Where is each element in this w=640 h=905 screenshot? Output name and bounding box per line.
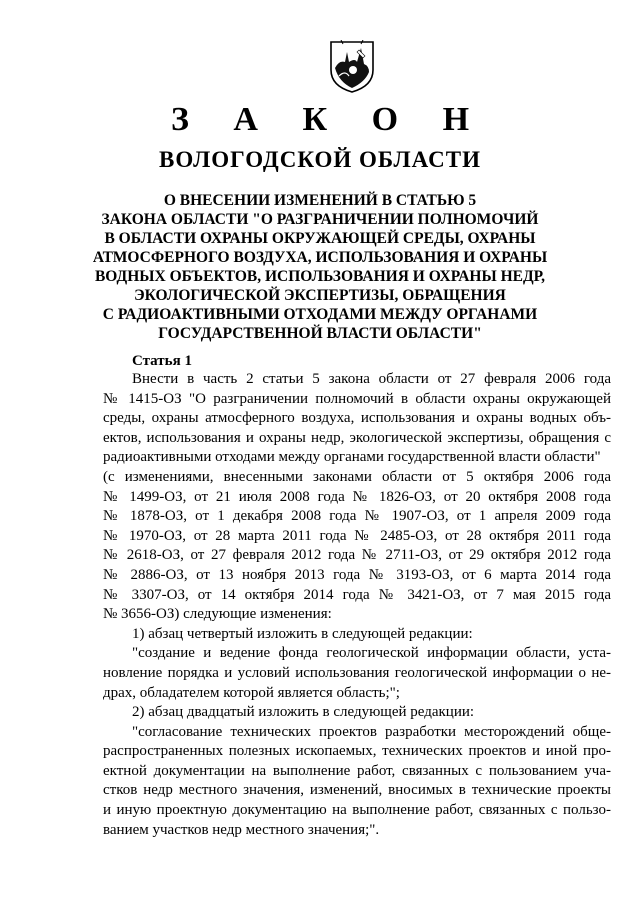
- body-line: среды, охраны атмосферного воздуха, использования и охраны водных объ-: [103, 410, 611, 427]
- subject-line: С РАДИОАКТИВНЫМИ ОТХОДАМИ МЕЖДУ ОРГАНАМИ: [102, 306, 538, 323]
- body-line: стков недр местного значения, изменений, вносимых в технические проекты: [103, 782, 611, 799]
- body-line: № 1415-ОЗ "О разграничении полномочий в области охраны окружающей: [103, 390, 611, 407]
- body-line: драх, обладателем которой является область;";: [103, 684, 400, 701]
- body-line: радиоактивными отходами между органами государственной власти области": [103, 449, 601, 466]
- body-line: ектной документации на выполнение работ, связанных с пользованием уча-: [103, 762, 611, 779]
- body-line: и иную проектную документацию на выполнение работ, связанных с пользо-: [103, 802, 611, 819]
- body-line: № 1970-ОЗ, от 28 марта 2011 года № 2485-ОЗ, от 28 октября 2011 года: [103, 527, 611, 544]
- article-body: [103, 370, 611, 840]
- body-line: 2) абзац двадцатый изложить в следующей редакции:: [132, 704, 475, 721]
- body-line: № 2886-ОЗ, от 13 ноября 2013 года № 3193-ОЗ, от 6 марта 2014 года: [103, 566, 611, 583]
- subject-line: ЭКОЛОГИЧЕСКОЙ ЭКСПЕРТИЗЫ, ОБРАЩЕНИЯ: [134, 287, 506, 304]
- article-heading: Статья 1: [132, 353, 192, 369]
- body-line: "создание и ведение фонда геологической информации области, уста-: [132, 645, 611, 662]
- body-line: 1) абзац четвертый изложить в следующей редакции:: [132, 625, 473, 642]
- subject-line: О ВНЕСЕНИИ ИЗМЕНЕНИЙ В СТАТЬЮ 5: [163, 192, 477, 209]
- body-line: № 2618-ОЗ, от 27 февраля 2012 года № 2711-ОЗ, от 29 октября 2012 года: [103, 547, 611, 564]
- body-line: № 1499-ОЗ, от 21 июля 2008 года № 1826-ОЗ, от 20 октября 2008 года: [103, 488, 611, 505]
- body-line: (с изменениями, внесенными законами области от 5 октября 2006 года: [103, 468, 611, 485]
- body-line: ектов, использования и охраны недр, экологической экспертизы, обращения с: [103, 429, 611, 446]
- body-line: ванием участков недр местного значения;".: [103, 821, 380, 838]
- subject-line: АТМОСФЕРНОГО ВОЗДУХА, ИСПОЛЬЗОВАНИЯ И ОХРАНЫ: [92, 249, 548, 266]
- subject-line: ГОСУДАРСТВЕННОЙ ВЛАСТИ ОБЛАСТИ": [158, 325, 482, 342]
- law-title: З А К О Н: [170, 101, 488, 138]
- subject-line: В ОБЛАСТИ ОХРАНЫ ОКРУЖАЮЩЕЙ СРЕДЫ, ОХРАНЫ: [104, 230, 536, 247]
- coat-of-arms-icon: [329, 40, 375, 94]
- body-line: новление порядка и условий использования геологической информации о не-: [103, 664, 611, 681]
- law-subject: [40, 191, 600, 343]
- body-line: № 1878-ОЗ, от 1 декабря 2008 года № 1907-ОЗ, от 1 апреля 2009 года: [103, 508, 611, 525]
- body-line: распространенных полезных ископаемых, технических проектов и иной про-: [103, 743, 611, 760]
- body-line: "согласование технических проектов разработки месторождений обще-: [132, 723, 611, 740]
- body-line: Внести в часть 2 статьи 5 закона области от 27 февраля 2006 года: [132, 371, 611, 387]
- subject-line: ЗАКОНА ОБЛАСТИ "О РАЗГРАНИЧЕНИИ ПОЛНОМОЧИЙ: [101, 211, 539, 228]
- body-line: № 3307-ОЗ, от 14 октября 2014 года № 3421-ОЗ, от 7 мая 2015 года: [103, 586, 611, 603]
- body-line: № 3656-ОЗ) следующие изменения:: [103, 606, 332, 623]
- subject-line: ВОДНЫХ ОБЪЕКТОВ, ИСПОЛЬЗОВАНИЯ И ОХРАНЫ НЕДР,: [94, 268, 546, 285]
- region-name: ВОЛОГОДСКОЙ ОБЛАСТИ: [159, 147, 481, 172]
